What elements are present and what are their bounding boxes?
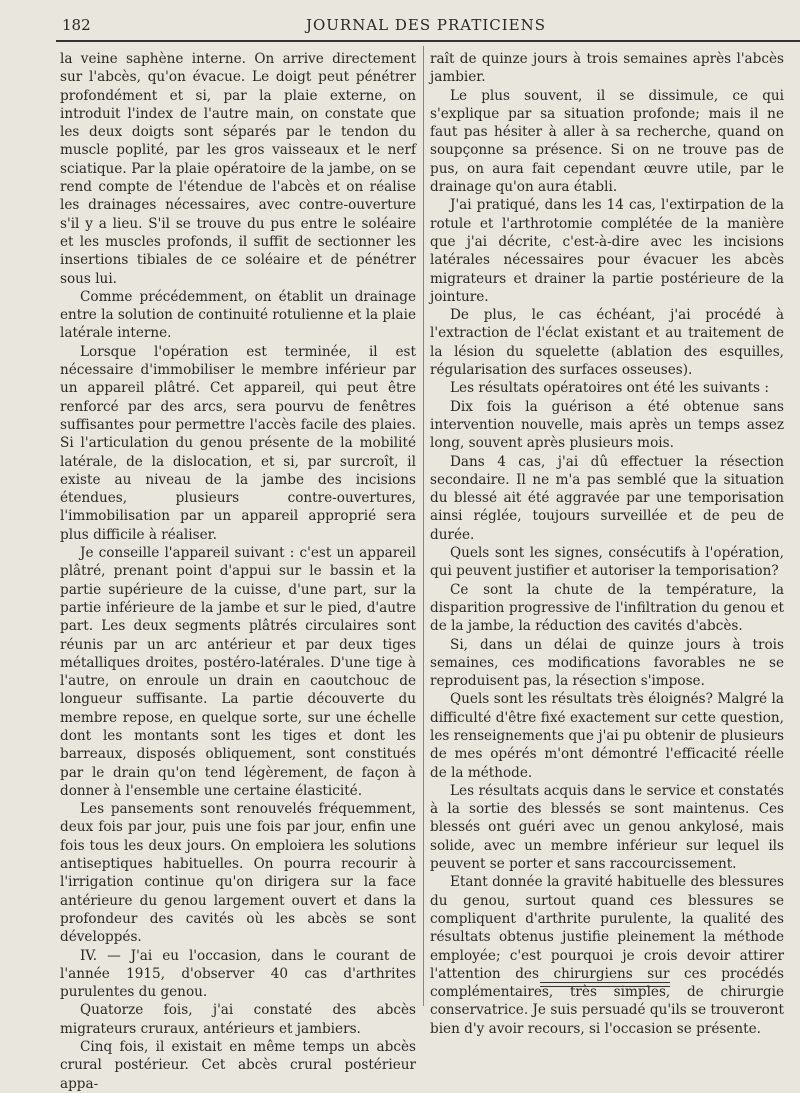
paragraph: Je conseille l'appareil suivant : c'est un appareil plâtré, prenant point d'appui sur le bassin et la partie supérieure de la cuisse, d'une part, sur la partie inférieure de la jambe et sur le pied, d'autre part. Les deux segments plâtrés circulaires sont réunis par un arc antérieur et par deux tiges métalliques droites, postéro-latérales. D'une tige à l'autre, on enroule un drain en caoutchouc de longueur suffisante. La partie découverte du membre repose, en quelque sorte, sur une échelle dont les montants sont les tiges et dont les barreaux, disposés obliquement, sont constitués par le drain qu'on tend légèrement, de façon à donner à l'ensemble une certaine élasticité. xyxy=(60,545,416,799)
column-divider xyxy=(423,46,424,1006)
paragraph: Si, dans un délai de quinze jours à trois semaines, ces modifications favorables ne se reproduisent pas, la résection s'impose. xyxy=(430,636,784,690)
journal-title: JOURNAL DES PRATICIENS xyxy=(305,16,547,34)
paragraph: Les résultats opératoires ont été les suivants : xyxy=(450,380,769,397)
page-number: 182 xyxy=(62,16,91,34)
paragraph: De plus, le cas échéant, j'ai procédé à l'extraction de l'éclat existant et au traitement de la lésion du squelette (ablation des esquilles, régularisation des surfaces osseuses). xyxy=(430,307,784,379)
paragraph: Le plus souvent, il se dissimule, ce qui s'explique par sa situation profonde; mais il ne faut pas hésiter à aller à sa recherche, quand on soupçonne sa présence. Si on ne trouve pas de pus, on aura fait cependant œuvre utile, par le drainage qu'on aura établi. xyxy=(430,87,784,196)
paragraph: Dix fois la guérison a été obtenue sans intervention nouvelle, mais après un temps assez long, souvent après plusieurs mois. xyxy=(430,398,784,452)
paragraph: Quels sont les résultats très éloignés? Malgré la difficulté d'être fixé exactement sur cette question, les renseignements que j'ai pu obtenir de plusieurs de mes opérés m'ont démontré l'efficacité réelle de la méthode. xyxy=(430,691,784,781)
end-rule-top xyxy=(540,982,670,983)
paragraph: Les pansements sont renouvelés fréquemment, deux fois par jour, puis une fois par jour, enfin une fois tous les deux jours. On emploiera les solutions antiseptiques habituelles. On pourra recourir à l'irrigation continue qu'on dirigera sur la face antérieure du genou largement ouvert et dans la profondeur des cavités où les abcès se sont développés. xyxy=(60,801,416,946)
paragraph: IV. — J'ai eu l'occasion, dans le courant de l'année 1915, d'observer 40 cas d'arthrites purulentes du genou. xyxy=(60,947,416,1001)
header-rule xyxy=(56,40,800,42)
paragraph: Comme précédemment, on établit un drainage entre la solution de continuité rotulienne et la plaie latérale interne. xyxy=(60,288,417,342)
paragraph: Quels sont les signes, consécutifs à l'opération, qui peuvent justifier et autoriser la temporisation? xyxy=(430,545,784,580)
paragraph: Quatorze fois, j'ai constaté des abcès migrateurs cruraux, antérieurs et jambiers. xyxy=(60,1002,416,1037)
paragraph: Dans 4 cas, j'ai dû effectuer la résection secondaire. Il ne m'a pas semblé que la situation du blessé ait été aggravée par une temporisation ainsi réglée, toujours surveillée et de peu de durée. xyxy=(430,453,784,543)
paragraph: Etant donnée la gravité habituelle des blessures du genou, surtout quand ces blessures se compliquent d'arthrite purulente, la qualité des résultats obtenus justifie pleinement la méthode employée; c'est pourquoi je crois devoir attirer l'attention des chirurgiens sur ces procédés complémentaires, très simples, de chirurgie conservatrice. Je suis persuadé qu'ils se trouveront bien d'y avoir recours, si l'occasion se présente. xyxy=(430,874,784,1037)
paragraph: Lorsque l'opération est terminée, il est nécessaire d'immobiliser le membre inférieur par un appareil plâtré. Cet appareil, qui peut être renforcé par des arcs, sera pourvu de fenêtres suffisantes pour permettre l'accès facile des plaies. Si l'articulation du genou présente de la mobilité latérale, de la dislocation, et si, par surcroît, il existe au niveau de la jambe des incisions étendues, plusieurs contre-ouvertures, l'immobilisation par un appareil approprié sera plus difficile à réaliser. xyxy=(60,343,416,543)
paragraph: Cinq fois, il existait en même temps un abcès crural postérieur. Cet abcès crural postérieur appa- xyxy=(60,1039,416,1092)
end-rule-bottom xyxy=(540,986,670,987)
paragraph: la veine saphène interne. On arrive directement sur l'abcès, qu'on évacue. Le doigt peut pénétrer profondément et si, par la plaie externe, on introduit l'index de l'autre main, on constate que les deux doigts sont séparés par le tendon du muscle poplité, par les gros vaisseaux et le nerf sciatique. Par la plaie opératoire de la jambe, on se rend compte de l'étendue de l'abcès et on réalise les drainages nécessaires, avec contre-ouverture s'il y a lieu. S'il se trouve du pus entre le soléaire et les muscles profonds, il suffit de sectionner les insertions tibiales de ce soléaire et de pénétrer sous lui. xyxy=(60,51,416,287)
paragraph: J'ai pratiqué, dans les 14 cas, l'extirpation de la rotule et l'arthrotomie complétée de la manière que j'ai décrite, c'est-à-dire avec les incisions latérales nécessaires pour évacuer les abcès migrateurs et drainer la partie postérieure de la jointure. xyxy=(430,197,784,305)
paragraph: raît de quinze jours à trois semaines après l'abcès jambier. xyxy=(430,51,784,86)
paragraph: Les résultats acquis dans le service et constatés à la sortie des blessés se sont maintenus. Ces blessés ont guéri avec un genou ankylosé, mais solide, avec un membre inférieur sur lequel ils peuvent se porter et sans raccourcissement. xyxy=(430,782,784,873)
paragraph: Ce sont la chute de la température, la disparition progressive de l'infiltration du genou et de la jambe, la réduction des cavités d'abcès. xyxy=(430,581,784,635)
left-column xyxy=(60,50,416,1093)
page-header xyxy=(56,12,796,38)
right-column xyxy=(430,50,784,1038)
